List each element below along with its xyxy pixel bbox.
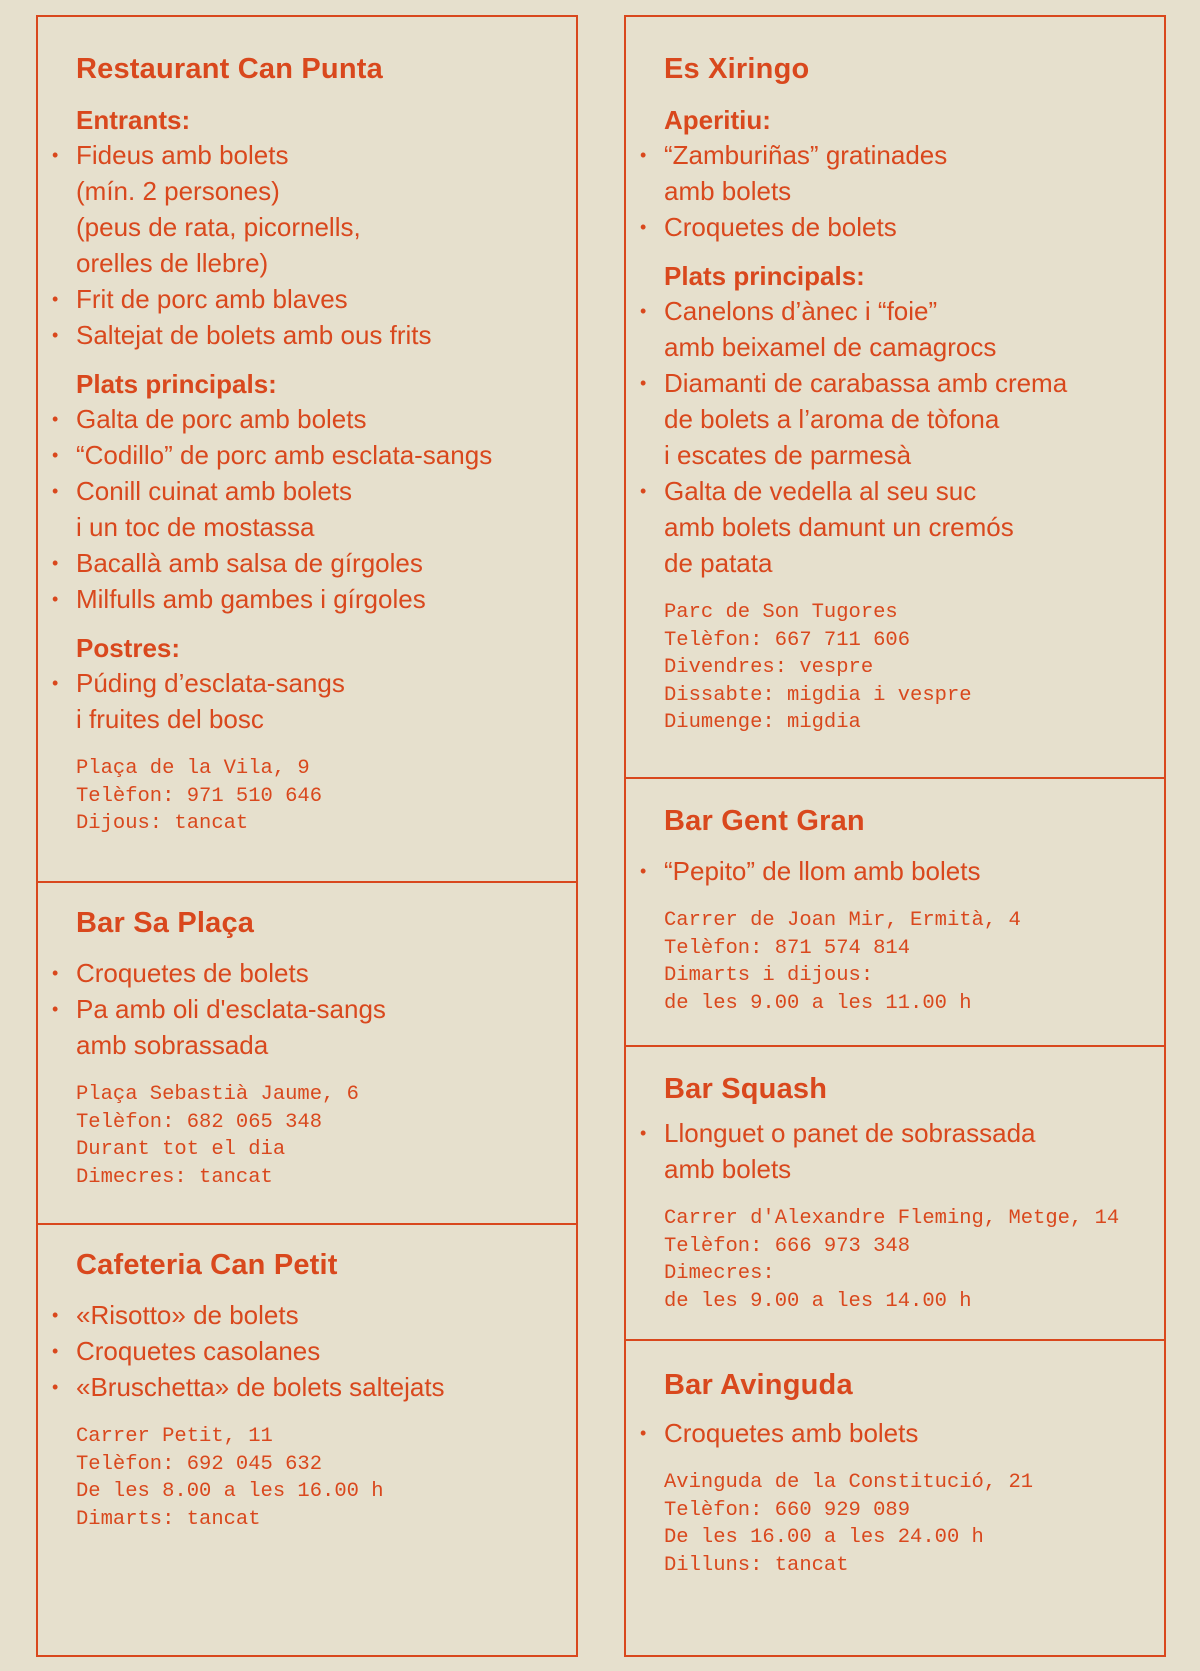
menu-item: • Diamanti de carabassa amb crema de bolets a l’aroma de tòfona i escates de parmesà [664,365,1154,473]
menu-item: • Fideus amb bolets (mín. 2 persones) (peus de rata, picornells, orelles de llebre) [76,137,566,281]
contact-info [664,1205,1154,1315]
restaurant-title: Bar Sa Plaça [76,907,255,939]
restaurant-title: Restaurant Can Punta [76,53,383,85]
menu-item: • Croquetes de bolets [76,955,566,991]
address: Plaça de la Vila, 9 [76,757,310,780]
restaurant-title: Es Xiringo [664,53,810,85]
menu-item: • Saltejat de bolets amb ous frits [76,317,566,353]
menu-list [664,137,1154,245]
closed-day: Dilluns: tancat [664,1553,849,1577]
menu-item: • «Risotto» de bolets [76,1297,566,1333]
restaurant-card-avinguda [626,1339,1164,1655]
restaurant-card-squash [626,1045,1164,1339]
menu-list [76,1297,566,1405]
section-heading: Plats principals: [76,369,277,399]
address: Parc de Son Tugores [664,601,898,624]
menu-item: • Bacallà amb salsa de gírgoles [76,545,566,581]
contact-info [76,1081,566,1191]
menu-item: • «Bruschetta» de bolets saltejats [76,1369,566,1405]
restaurant-card-sa-placa [38,881,576,1223]
phone: Telèfon: 667 711 606 [664,628,911,652]
menu-item: • Pa amb oli d'esclata-sangs amb sobrassada [76,991,566,1063]
restaurant-title: Cafeteria Can Petit [76,1249,338,1281]
contact-info [664,599,1154,737]
section-heading: Plats principals: [664,261,865,291]
address: Avinguda de la Constitució, 21 [664,1471,1034,1494]
hours: Dissabte: migdia i vespre [664,683,972,707]
menu-item: • Croquetes de bolets [664,209,1154,245]
hours: Dimarts i dijous: [664,964,874,987]
phone: Telèfon: 871 574 814 [664,936,911,960]
phone: Telèfon: 660 929 089 [664,1498,911,1522]
menu-item: • “Pepito” de llom amb bolets [664,853,1154,889]
hours: Diumenge: migdia [664,711,861,734]
menu-item: • Croquetes amb bolets [664,1415,1154,1451]
hours: Durant tot el dia [76,1138,286,1161]
hours: Dimecres: [664,1262,775,1285]
restaurant-card-can-punta [38,17,576,881]
menu-list [76,401,566,617]
hours: Dijous: tancat [76,812,249,835]
phone: Telèfon: 682 065 348 [76,1110,323,1134]
menu-item: • “Codillo” de porc amb esclata-sangs [76,437,566,473]
menu-list [664,853,1154,889]
menu-list [664,1415,1154,1451]
section-heading: Postres: [76,633,181,663]
menu-list [76,665,566,737]
contact-info [76,755,566,838]
section-heading: Aperitiu: [664,105,771,135]
right-column [624,15,1166,1657]
phone: Telèfon: 971 510 646 [76,784,323,808]
menu-item: • Conill cuinat amb bolets i un toc de mostassa [76,473,566,545]
hours: De les 16.00 a les 24.00 h [664,1526,984,1549]
restaurant-title: Bar Squash [664,1073,828,1105]
menu-item: • “Zamburiñas” gratinades amb bolets [664,137,1154,209]
hours: de les 9.00 a les 14.00 h [664,1289,972,1313]
menu-item: • Galta de porc amb bolets [76,401,566,437]
restaurant-title: Bar Gent Gran [664,805,865,837]
phone: Telèfon: 692 045 632 [76,1452,323,1476]
hours: de les 9.00 a les 11.00 h [664,991,972,1015]
contact-info [664,907,1154,1017]
section-heading: Entrants: [76,105,191,135]
menu-list [76,137,566,353]
address: Plaça Sebastià Jaume, 6 [76,1083,359,1106]
hours: De les 8.00 a les 16.00 h [76,1480,384,1503]
menu-item: • Púding d’esclata-sangs i fruites del bosc [76,665,566,737]
menu-list [664,293,1154,581]
address: Carrer de Joan Mir, Ermità, 4 [664,909,1021,932]
restaurant-title: Bar Avinguda [664,1369,853,1401]
contact-info [664,1469,1154,1579]
restaurant-card-can-petit [38,1223,576,1655]
restaurant-card-es-xiringo [626,17,1164,777]
menu-item: • Frit de porc amb blaves [76,281,566,317]
menu-list [76,955,566,1063]
address: Carrer Petit, 11 [76,1425,273,1448]
contact-info [76,1423,566,1533]
menu-item: • Galta de vedella al seu suc amb bolets damunt un cremós de patata [664,473,1154,581]
phone: Telèfon: 666 973 348 [664,1234,911,1258]
address: Carrer d'Alexandre Fleming, Metge, 14 [664,1207,1120,1230]
menu-list [664,1115,1154,1187]
menu-item: • Canelons d’ànec i “foie” amb beixamel de camagrocs [664,293,1154,365]
hours: Divendres: vespre [664,656,874,679]
menu-item: • Milfulls amb gambes i gírgoles [76,581,566,617]
menu-item: • Croquetes casolanes [76,1333,566,1369]
left-column [36,15,578,1657]
restaurant-card-gent-gran [626,777,1164,1045]
closed-day: Dimecres: tancat [76,1165,273,1189]
menu-item: • Llonguet o panet de sobrassada amb bolets [664,1115,1154,1187]
closed-day: Dimarts: tancat [76,1507,261,1531]
